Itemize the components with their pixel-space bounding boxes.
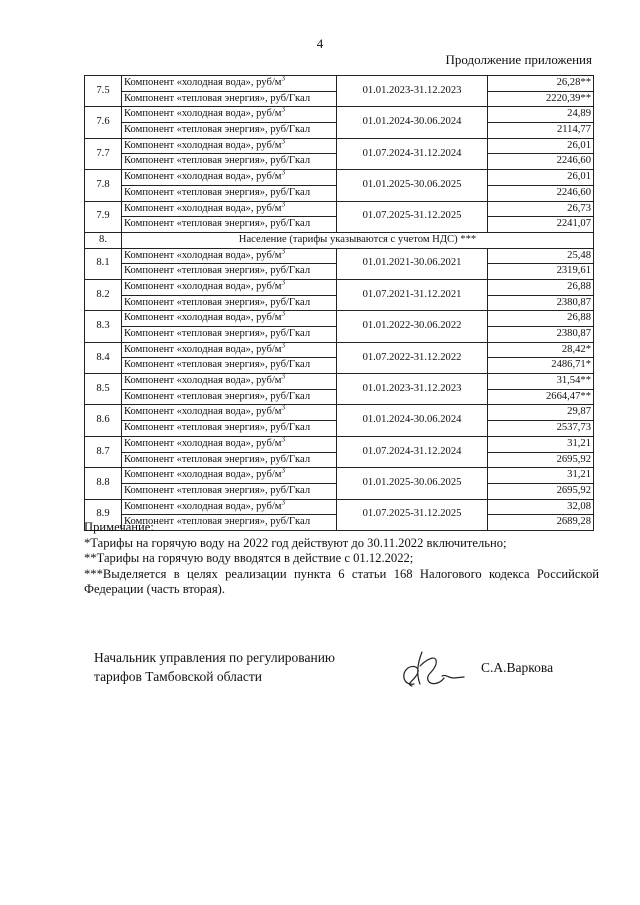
table-row bbox=[85, 468, 594, 484]
period-cell: 01.07.2025-31.12.2025 bbox=[337, 499, 488, 530]
heat-value: 2114,77 bbox=[488, 123, 594, 139]
row-number: 7.9 bbox=[85, 201, 122, 232]
heat-value: 2319,61 bbox=[488, 264, 594, 280]
table-row bbox=[85, 138, 594, 154]
period-cell: 01.01.2025-30.06.2025 bbox=[337, 468, 488, 499]
heat-value: 2380,87 bbox=[488, 295, 594, 311]
water-value: 31,54** bbox=[488, 374, 594, 390]
heat-component-label: Компонент «тепловая энергия», руб/Гкал bbox=[122, 389, 337, 405]
water-value: 32,08 bbox=[488, 499, 594, 515]
row-number: 8.7 bbox=[85, 436, 122, 467]
water-value: 26,01 bbox=[488, 138, 594, 154]
water-value: 26,88 bbox=[488, 311, 594, 327]
table-row bbox=[85, 374, 594, 390]
section-number: 8. bbox=[85, 232, 122, 248]
period-cell: 01.01.2022-30.06.2022 bbox=[337, 311, 488, 342]
section-title: Население (тарифы указываются с учетом НДС) *** bbox=[122, 232, 594, 248]
period-cell: 01.07.2024-31.12.2024 bbox=[337, 138, 488, 169]
table-row bbox=[85, 248, 594, 264]
heat-value: 2380,87 bbox=[488, 327, 594, 343]
note-2: **Тарифы на горячую воду вводятся в действие с 01.12.2022; bbox=[84, 551, 414, 565]
row-number: 7.7 bbox=[85, 138, 122, 169]
table-row bbox=[85, 279, 594, 295]
heat-value: 2241,07 bbox=[488, 217, 594, 233]
heat-component-label: Компонент «тепловая энергия», руб/Гкал bbox=[122, 358, 337, 374]
heat-value: 2220,39** bbox=[488, 91, 594, 107]
position-line-1: Начальник управления по регулированию bbox=[94, 650, 336, 665]
table-row bbox=[85, 499, 594, 515]
row-number: 8.4 bbox=[85, 342, 122, 373]
period-cell: 01.01.2023-31.12.2023 bbox=[337, 374, 488, 405]
heat-value: 2689,28 bbox=[488, 515, 594, 531]
table-row bbox=[85, 170, 594, 186]
water-component-label: Компонент «холодная вода», руб/$м^3$ bbox=[122, 107, 337, 123]
water-component-label: Компонент «холодная вода», руб/$м^3$ bbox=[122, 76, 337, 92]
period-cell: 01.01.2024-30.06.2024 bbox=[337, 107, 488, 138]
row-number: 8.5 bbox=[85, 374, 122, 405]
period-cell: 01.07.2025-31.12.2025 bbox=[337, 201, 488, 232]
row-number: 8.2 bbox=[85, 279, 122, 310]
water-value: 29,87 bbox=[488, 405, 594, 421]
heat-value: 2695,92 bbox=[488, 483, 594, 499]
row-number: 8.3 bbox=[85, 311, 122, 342]
handwritten-signature bbox=[392, 644, 472, 692]
table-row bbox=[85, 405, 594, 421]
row-number: 8.9 bbox=[85, 499, 122, 530]
heat-component-label: Компонент «тепловая энергия», руб/Гкал bbox=[122, 483, 337, 499]
note-3: ***Выделяется в целях реализации пункта 6 статьи 168 Налогового кодекса Российской Федерации (часть вторая). bbox=[84, 566, 599, 596]
water-value: 25,48 bbox=[488, 248, 594, 264]
heat-component-label: Компонент «тепловая энергия», руб/Гкал bbox=[122, 217, 337, 233]
heat-component-label: Компонент «тепловая энергия», руб/Гкал bbox=[122, 515, 337, 531]
note-1: *Тарифы на горячую воду на 2022 год действуют до 30.11.2022 включительно; bbox=[84, 535, 507, 550]
water-value: 24,89 bbox=[488, 107, 594, 123]
water-component-label: Компонент «холодная вода», руб/$м^3$ bbox=[122, 170, 337, 186]
period-cell: 01.01.2025-30.06.2025 bbox=[337, 170, 488, 201]
water-component-label: Компонент «холодная вода», руб/$м^3$ bbox=[122, 499, 337, 515]
water-component-label: Компонент «холодная вода», руб/$м^3$ bbox=[122, 342, 337, 358]
water-value: 31,21 bbox=[488, 468, 594, 484]
water-component-label: Компонент «холодная вода», руб/$м^3$ bbox=[122, 311, 337, 327]
heat-component-label: Компонент «тепловая энергия», руб/Гкал bbox=[122, 452, 337, 468]
heat-value: 2246,60 bbox=[488, 154, 594, 170]
row-number: 7.8 bbox=[85, 170, 122, 201]
water-value: 28,42* bbox=[488, 342, 594, 358]
row-number: 8.6 bbox=[85, 405, 122, 436]
signatory-position bbox=[94, 648, 335, 686]
table-row bbox=[85, 201, 594, 217]
water-component-label: Компонент «холодная вода», руб/$м^3$ bbox=[122, 468, 337, 484]
period-cell: 01.07.2021-31.12.2021 bbox=[337, 279, 488, 310]
heat-component-label: Компонент «тепловая энергия», руб/Гкал bbox=[122, 295, 337, 311]
water-component-label: Компонент «холодная вода», руб/$м^3$ bbox=[122, 279, 337, 295]
heat-component-label: Компонент «тепловая энергия», руб/Гкал bbox=[122, 264, 337, 280]
water-value: 26,73 bbox=[488, 201, 594, 217]
heat-component-label: Компонент «тепловая энергия», руб/Гкал bbox=[122, 91, 337, 107]
row-number: 8.1 bbox=[85, 248, 122, 279]
heat-value: 2537,73 bbox=[488, 421, 594, 437]
water-value: 26,28** bbox=[488, 76, 594, 92]
period-cell: 01.01.2021-30.06.2021 bbox=[337, 248, 488, 279]
heat-value: 2664,47** bbox=[488, 389, 594, 405]
page-number: 4 bbox=[316, 36, 324, 51]
row-number: 8.8 bbox=[85, 468, 122, 499]
section-row bbox=[85, 232, 594, 248]
heat-component-label: Компонент «тепловая энергия», руб/Гкал bbox=[122, 123, 337, 139]
water-component-label: Компонент «холодная вода», руб/$м^3$ bbox=[122, 138, 337, 154]
water-component-label: Компонент «холодная вода», руб/$м^3$ bbox=[122, 201, 337, 217]
water-component-label: Компонент «холодная вода», руб/$м^3$ bbox=[122, 405, 337, 421]
water-value: 26,88 bbox=[488, 279, 594, 295]
notes-title: Примечание: bbox=[84, 520, 154, 534]
signer-name: С.А.Варкова bbox=[481, 660, 554, 675]
table-row bbox=[85, 107, 594, 123]
table-row bbox=[85, 76, 594, 92]
period-cell: 01.01.2023-31.12.2023 bbox=[337, 76, 488, 107]
continuation-label: Продолжение приложения bbox=[445, 52, 592, 67]
tariff-table bbox=[84, 75, 594, 531]
water-component-label: Компонент «холодная вода», руб/$м^3$ bbox=[122, 248, 337, 264]
water-component-label: Компонент «холодная вода», руб/$м^3$ bbox=[122, 374, 337, 390]
table-row bbox=[85, 436, 594, 452]
row-number: 7.5 bbox=[85, 76, 122, 107]
position-line-2: тарифов Тамбовской области bbox=[94, 669, 262, 684]
water-value: 26,01 bbox=[488, 170, 594, 186]
row-number: 7.6 bbox=[85, 107, 122, 138]
water-value: 31,21 bbox=[488, 436, 594, 452]
table-row bbox=[85, 311, 594, 327]
heat-component-label: Компонент «тепловая энергия», руб/Гкал bbox=[122, 185, 337, 201]
heat-value: 2486,71* bbox=[488, 358, 594, 374]
period-cell: 01.07.2022-31.12.2022 bbox=[337, 342, 488, 373]
heat-value: 2695,92 bbox=[488, 452, 594, 468]
heat-value: 2246,60 bbox=[488, 185, 594, 201]
heat-component-label: Компонент «тепловая энергия», руб/Гкал bbox=[122, 154, 337, 170]
table-row bbox=[85, 342, 594, 358]
notes bbox=[84, 520, 599, 598]
period-cell: 01.01.2024-30.06.2024 bbox=[337, 405, 488, 436]
water-component-label: Компонент «холодная вода», руб/$м^3$ bbox=[122, 436, 337, 452]
heat-component-label: Компонент «тепловая энергия», руб/Гкал bbox=[122, 327, 337, 343]
heat-component-label: Компонент «тепловая энергия», руб/Гкал bbox=[122, 421, 337, 437]
period-cell: 01.07.2024-31.12.2024 bbox=[337, 436, 488, 467]
